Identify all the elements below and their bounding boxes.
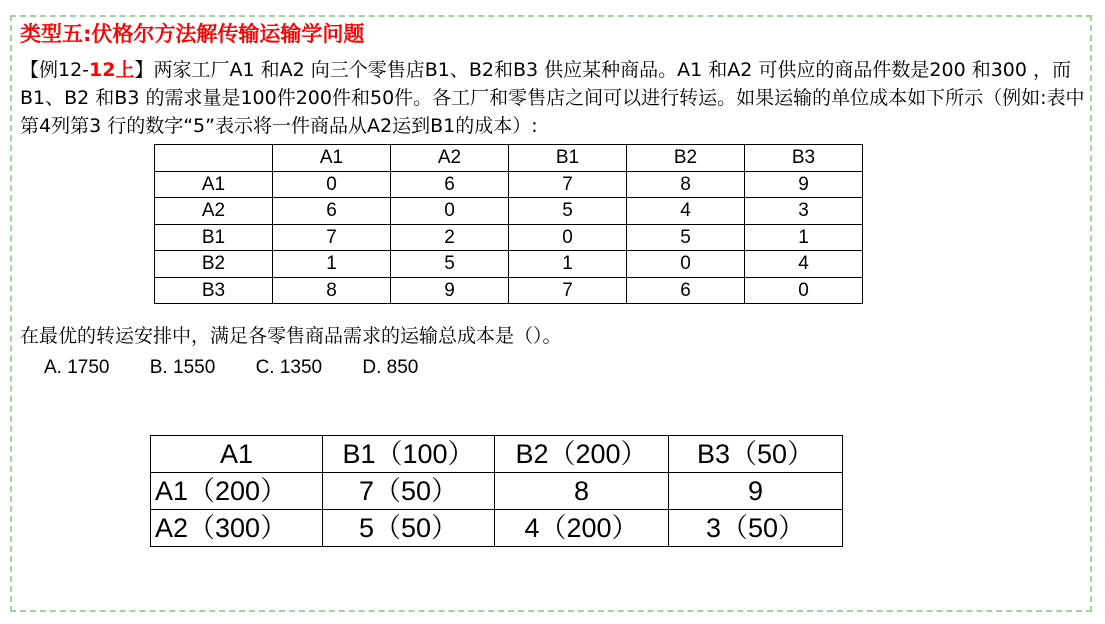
question-text: 在最优的转运安排中，满足各零售商品需求的运输总成本是（）。 <box>20 325 562 347</box>
cost-cell: B3 <box>155 277 273 304</box>
solution-table <box>150 435 843 547</box>
cost-cell: 4 <box>627 198 745 225</box>
solution-header-row <box>151 436 843 473</box>
cost-cell: 1 <box>273 251 391 278</box>
cost-header-cell: A1 <box>273 145 391 172</box>
cost-cell: A1 <box>155 171 273 198</box>
cost-table-row <box>155 171 863 198</box>
cost-table-row <box>155 277 863 304</box>
example-text: 】两家工厂A1 和A2 向三个零售店B1、B2和B3 供应某种商品。A1 和A2 可供应的商品件数是200 和300 ，而B1、B2 和B3 的需求量是100件200件和50件。各工厂和零售店之间可以进行转运。如果运输的单位成本如下所示（例如:表中第4列第3 行的数字“5”表示将一件商品从A2运到B1的成本）: <box>20 59 1085 137</box>
cost-table <box>154 144 863 304</box>
cost-cell: B1 <box>155 224 273 251</box>
cost-cell: 5 <box>627 224 745 251</box>
solution-header-cell: B1（100） <box>323 436 495 473</box>
solution-cell: 3（50） <box>669 510 843 547</box>
cost-header-cell: A2 <box>391 145 509 172</box>
cost-cell: 0 <box>509 224 627 251</box>
cost-cell: A2 <box>155 198 273 225</box>
cost-cell: 0 <box>627 251 745 278</box>
cost-cell: 9 <box>745 171 863 198</box>
cost-cell: 7 <box>273 224 391 251</box>
cost-cell: B2 <box>155 251 273 278</box>
cost-cell: 8 <box>273 277 391 304</box>
cost-table-row <box>155 251 863 278</box>
section-title: 类型五:伏格尔方法解传输运输学问题 <box>20 22 365 46</box>
cost-header-cell <box>155 145 273 172</box>
cost-header-cell: B3 <box>745 145 863 172</box>
solution-cell: 7（50） <box>323 473 495 510</box>
cost-table-row <box>155 224 863 251</box>
example-highlight: 12上 <box>89 59 135 81</box>
cost-table-header-row <box>155 145 863 172</box>
cost-cell: 1 <box>745 224 863 251</box>
solution-cell: 9 <box>669 473 843 510</box>
solution-cell: A1（200） <box>151 473 323 510</box>
answer-options <box>44 354 453 382</box>
solution-cell: 4（200） <box>495 510 669 547</box>
cost-cell: 4 <box>745 251 863 278</box>
cost-header-cell: B2 <box>627 145 745 172</box>
solution-cell: 8 <box>495 473 669 510</box>
example-prefix: 【例12- <box>20 59 90 81</box>
cost-cell: 8 <box>627 171 745 198</box>
problem-statement <box>20 56 1088 140</box>
cost-cell: 7 <box>509 171 627 198</box>
cost-cell: 0 <box>273 171 391 198</box>
solution-cell: 5（50） <box>323 510 495 547</box>
cost-cell: 7 <box>509 277 627 304</box>
solution-header-cell: B2（200） <box>495 436 669 473</box>
solution-row <box>151 510 843 547</box>
cost-cell: 6 <box>627 277 745 304</box>
option-a[interactable]: A. 1750 <box>44 357 110 378</box>
solution-row <box>151 473 843 510</box>
cost-cell: 3 <box>745 198 863 225</box>
solution-cell: A2（300） <box>151 510 323 547</box>
cost-cell: 5 <box>509 198 627 225</box>
option-d[interactable]: D. 850 <box>362 357 419 378</box>
solution-header-cell: A1 <box>151 436 323 473</box>
cost-cell: 6 <box>391 171 509 198</box>
cost-header-cell: B1 <box>509 145 627 172</box>
cost-cell: 6 <box>273 198 391 225</box>
cost-cell: 0 <box>745 277 863 304</box>
solution-header-cell: B3（50） <box>669 436 843 473</box>
cost-cell: 5 <box>391 251 509 278</box>
option-c[interactable]: C. 1350 <box>255 357 323 378</box>
cost-cell: 2 <box>391 224 509 251</box>
cost-table-row <box>155 198 863 225</box>
cost-cell: 9 <box>391 277 509 304</box>
cost-cell: 0 <box>391 198 509 225</box>
option-b[interactable]: B. 1550 <box>149 357 216 378</box>
cost-cell: 1 <box>509 251 627 278</box>
